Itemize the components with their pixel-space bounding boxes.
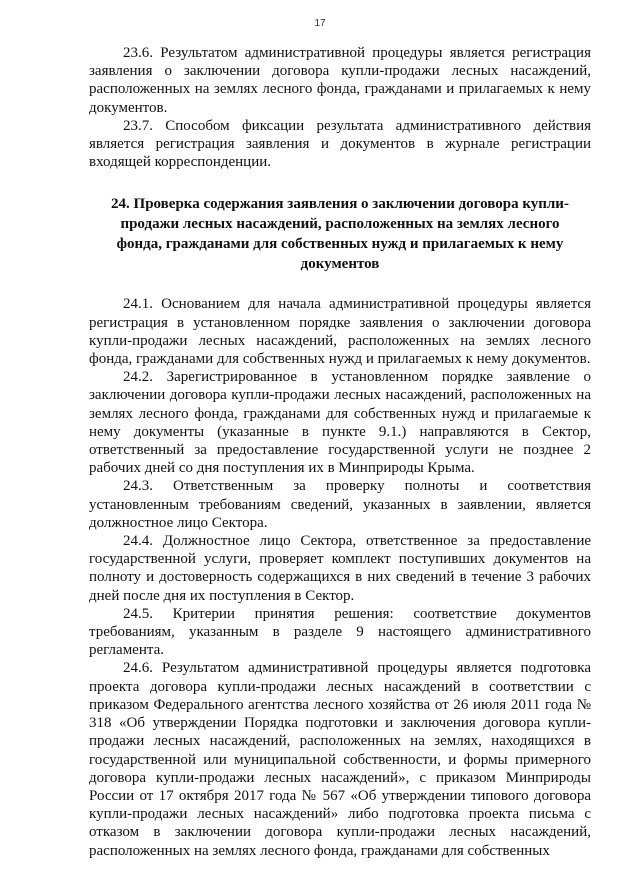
paragraph-24-4: 24.4. Должностное лицо Сектора, ответственное за предоставление государственной услуги, проверяет комплект поступивших документов на полноту и достоверность содержащихся в них сведений в течение 3 рабочих дней после дня их поступления в Сектор. [89,533,591,604]
paragraph-24-6: 24.6. Результатом административной процедуры является подготовка проекта договора купли-продажи лесных насаждений в соответствии с приказом Федерального агентства лесного хозяйства от 26 июля 2011 года № 318 «Об утверждении Порядка подготовки и заключения договора купли-продажи лесных насаждений, расположенных на землях, находящихся в государственной или муниципальной собственности, и формы примерного договора купли-продажи лесных насаждений», с приказом Минприроды России от 17 октября 2017 года № 567 «Об утверждении типового договора купли-продажи лесных насаждений» либо подготовка проекта письма с отказом в заключении договора купли-продажи лесных насаждений, расположенных на землях лесного фонда, гражданами для собственных [89,660,591,859]
page-number: 17 [314,18,326,29]
paragraph-24-1: 24.1. Основанием для начала административной процедуры является регистрация в установленном порядке заявления о заключении договора купли-продажи лесных насаждений, расположенных на землях лесного фонда, гражданами для собственных нужд и прилагаемых к нему документов. [89,296,591,368]
paragraph-24-5: 24.5. Критерии принятия решения: соответствие документов требованиям, указанным в разделе 9 настоящего административного регламента. [89,605,591,659]
paragraph-24-2: 24.2. Зарегистрированное в установленном порядке заявление о заключении договора купли-продажи лесных насаждений, расположенных на землях лесного фонда, гражданами для собственных нужд и прилагаемые к нему документы (указанные в пункте 9.1.) направляются в Сектор, ответственный за предоставление государственной услуги не позднее 2 рабочих дней со дня поступления их в Минприроды Крыма. [89,369,591,477]
section-heading-24: 24. Проверка содержания заявления о заключении договора купли-продажи лесных насаждений, расположенных на землях лесного фонда, гражданами для собственных нужд и прилагаемых к нему документов [111,196,569,273]
paragraph-24-3: 24.3. Ответственным за проверку полноты и соответствия установленным требованиям сведений, указанных в заявлении, является должностное лицо Сектора. [89,478,591,531]
document-body [89,44,591,860]
paragraph-23-6: 23.6. Результатом административной процедуры является регистрация заявления о заключении договора купли-продажи лесных насаждений, расположенных на землях лесного фонда, гражданами и прилагаемых к нему документов. [89,45,591,116]
paragraph-23-7: 23.7. Способом фиксации результата административного действия является регистрация заявления и документов в журнале регистрации входящей корреспонденции. [89,117,591,171]
